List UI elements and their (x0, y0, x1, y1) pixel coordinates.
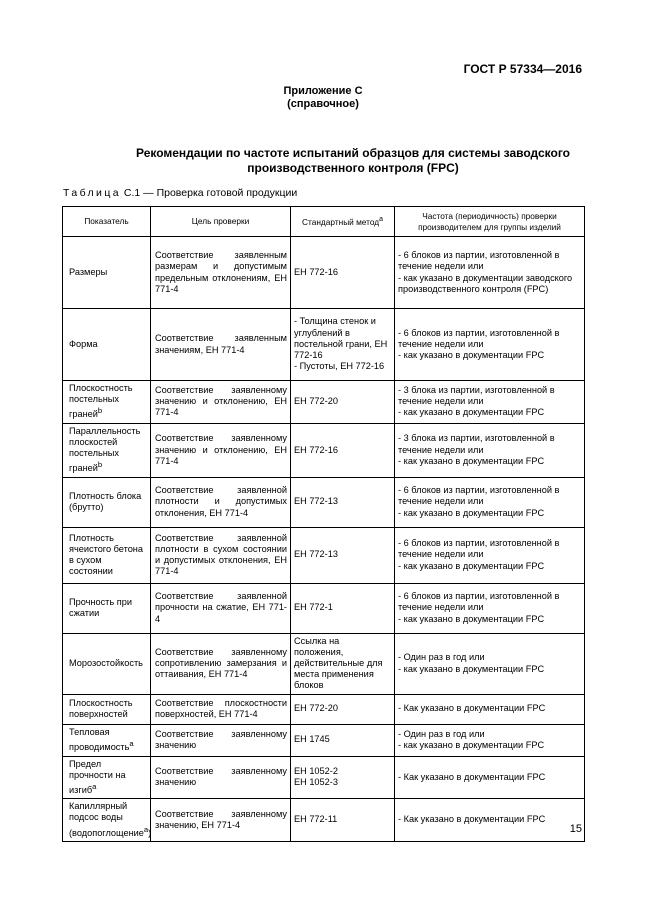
table-row (63, 694, 585, 724)
indicator-label: Плоскостность поверхностей (69, 697, 133, 720)
section-title: Рекомендации по частоте испытаний образцов для системы заводского производственного контроля (FPC) (135, 146, 571, 175)
table-row (63, 237, 585, 309)
cell-indicator (63, 381, 151, 424)
cell-purpose (151, 694, 291, 724)
cell-indicator (63, 694, 151, 724)
cell-method-text: ЕН 772-20 (294, 396, 338, 407)
cell-frequency-text: - 6 блоков из партии, изготовленной в течение недели или - как указано в документации FPC (398, 327, 560, 361)
cell-frequency (395, 756, 585, 799)
cell-method (291, 477, 395, 527)
annex-note: (справочное) (287, 98, 359, 110)
indicator-footnote-mark: b (97, 460, 103, 470)
cell-method-text: ЕН 772-20 (294, 703, 338, 714)
indicator-footnote-mark: b (97, 406, 103, 416)
cell-purpose (151, 423, 291, 477)
table-row (63, 633, 585, 694)
table-row (63, 423, 585, 477)
indicator-footnote-mark: а (143, 824, 149, 834)
cell-purpose (151, 633, 291, 694)
table-row (63, 583, 585, 633)
indicator-tail: ) (148, 827, 152, 838)
cell-frequency-text: - 3 блока из партии, изготовленной в течение недели или - как указано в документации FPC (398, 385, 555, 418)
cell-method (291, 633, 395, 694)
cell-frequency (395, 799, 585, 842)
indicator-label: Плоскостность постельных граней (69, 383, 133, 420)
cell-purpose (151, 583, 291, 633)
cell-indicator (63, 237, 151, 309)
cell-frequency (395, 694, 585, 724)
table-row (63, 527, 585, 583)
cell-frequency-text: - 6 блоков из партии, изготовленной в течение недели или - как указано в документации FPC (398, 591, 560, 624)
cell-indicator (63, 799, 151, 842)
cell-method (291, 583, 395, 633)
cell-frequency (395, 527, 585, 583)
cell-purpose-text: Соответствие заявленным размерам и допустимым предельным отклонениям, ЕН 771-4 (155, 250, 287, 294)
cell-purpose-text: Соответствие заявленному сопротивлению замерзания и оттаивания, ЕН 771-4 (155, 646, 287, 680)
cell-purpose (151, 309, 291, 381)
cell-purpose-text: Соответствие заявленному значению (155, 728, 287, 751)
cell-frequency-text: - 6 блоков из партии, изготовленной в течение недели или - как указано в документации FPC (398, 485, 560, 518)
cell-purpose (151, 799, 291, 842)
cell-purpose (151, 237, 291, 309)
table-row (63, 309, 585, 381)
cell-method (291, 309, 395, 381)
cell-frequency-text: - Один раз в год или - как указано в документации FPC (398, 652, 545, 674)
header-indicator: Показатель (63, 207, 151, 237)
cell-purpose-text: Соответствие заявленному значению, ЕН 771-4 (155, 808, 287, 831)
cell-frequency-text: - Один раз в год или - как указано в документации FPC (398, 728, 545, 751)
indicator-label: Морозостойкость (69, 657, 143, 668)
cell-method-text: - Толщина стенок и углублений в постельной грани, ЕН 772-16 - Пустоты, ЕН 772-16 (294, 316, 388, 372)
cell-method (291, 237, 395, 309)
cell-indicator (63, 423, 151, 477)
cell-purpose-text: Соответствие заявленному значению и отклонению, ЕН 771-4 (155, 433, 287, 466)
cell-frequency (395, 583, 585, 633)
annex-title: Приложение С (283, 85, 363, 97)
cell-purpose-text: Соответствие плоскостности поверхностей, ЕН 771-4 (155, 697, 287, 720)
cell-method-text: ЕН 772-11 (294, 814, 338, 825)
table-row (63, 799, 585, 842)
cell-purpose-text: Соответствие заявленным значениям, ЕН 771-4 (155, 333, 287, 355)
cell-purpose (151, 527, 291, 583)
annex-heading (0, 85, 646, 111)
table-header-row (63, 207, 585, 237)
cell-purpose (151, 477, 291, 527)
cell-indicator (63, 309, 151, 381)
cell-purpose (151, 756, 291, 799)
indicator-label: Параллельность плоскостей постельных граней (69, 425, 141, 474)
table-row (63, 381, 585, 424)
cell-frequency-text: - Как указано в документации FPC (398, 814, 546, 825)
cell-frequency (395, 724, 585, 756)
header-method-label: Стандартный метод (302, 217, 380, 228)
cell-frequency-text: - Как указано в документации FPC (398, 703, 546, 714)
cell-purpose-text: Соответствие заявленному значению и отклонению, ЕН 771-4 (155, 385, 287, 418)
cell-method (291, 527, 395, 583)
cell-method-text: ЕН 772-16 (294, 266, 338, 277)
cell-method-text: ЕН 772-16 (294, 444, 338, 455)
header-method-sup: а (379, 216, 383, 224)
cell-method (291, 799, 395, 842)
indicator-footnote-mark: а (129, 739, 134, 749)
cell-indicator (63, 527, 151, 583)
cell-frequency (395, 633, 585, 694)
cell-method-text: ЕН 772-13 (294, 549, 338, 560)
cell-method-text: ЕН 772-1 (294, 602, 333, 613)
table-row (63, 477, 585, 527)
page-number: 15 (569, 823, 582, 835)
cell-indicator (63, 633, 151, 694)
cell-method-text: ЕН 772-13 (294, 496, 338, 507)
inspection-table (62, 206, 585, 842)
indicator-label: Прочность при сжатии (69, 596, 132, 619)
table-caption-text: С.1 — Проверка готовой продукции (120, 187, 298, 199)
cell-indicator (63, 583, 151, 633)
cell-method (291, 756, 395, 799)
standard-number: ГОСТ Р 57334—2016 (463, 62, 582, 76)
cell-purpose-text: Соответствие заявленной плотности в сухом состоянии и допустимых отклонения, ЕН 771-4 (155, 532, 287, 577)
cell-frequency-text: - Как указано в документации FPC (398, 771, 546, 782)
cell-indicator (63, 477, 151, 527)
cell-purpose (151, 381, 291, 424)
indicator-label: Плотность блока (брутто) (69, 490, 142, 513)
cell-method (291, 694, 395, 724)
indicator-label: Плотность ячеистого бетона в сухом состоянии (69, 532, 143, 577)
cell-purpose-text: Соответствие заявленной плотности и допустимых отклонения, ЕН 771-4 (155, 485, 287, 518)
header-frequency: Частота (периодичность) проверки производителем для группы изделий (395, 207, 585, 237)
indicator-label: Форма (69, 338, 98, 349)
cell-purpose-text: Соответствие заявленному значению (155, 766, 287, 788)
cell-method-text: ЕН 1052-2 ЕН 1052-3 (294, 766, 338, 788)
indicator-label: Предел прочности на изгиб (69, 758, 126, 796)
cell-purpose-text: Соответствие заявленной прочности на сжатие, ЕН 771-4 (155, 591, 287, 624)
header-purpose: Цель проверки (151, 207, 291, 237)
cell-frequency (395, 381, 585, 424)
table-row (63, 756, 585, 799)
table-caption-prefix: Таблица (63, 187, 121, 199)
cell-frequency-text: - 6 блоков из партии, изготовленной в течение недели или - как указано в документации FPC (398, 538, 560, 571)
indicator-label: Размеры (69, 266, 108, 277)
cell-frequency (395, 237, 585, 309)
table-row (63, 724, 585, 756)
cell-frequency-text: - 3 блока из партии, изготовленной в течение недели или - как указано в документации FPC (398, 433, 555, 466)
cell-indicator (63, 756, 151, 799)
cell-method (291, 423, 395, 477)
cell-method (291, 381, 395, 424)
cell-method-text: Ссылка на положения, действительные для места применения блоков (294, 635, 383, 691)
cell-method-text: ЕН 1745 (294, 734, 330, 745)
cell-frequency-text: - 6 блоков из партии, изготовленной в течение недели или - как указано в документации заводского производственного контроля (FPC) (398, 250, 573, 294)
cell-purpose (151, 724, 291, 756)
cell-frequency (395, 309, 585, 381)
table-caption (63, 187, 297, 199)
indicator-footnote-mark: а (92, 781, 97, 791)
indicator-label: Капиллярный подсос воды (водопоглощение (69, 801, 144, 838)
header-method (291, 207, 395, 237)
cell-frequency (395, 477, 585, 527)
cell-frequency (395, 423, 585, 477)
cell-method (291, 724, 395, 756)
indicator-label: Тепловая проводимость (69, 726, 130, 753)
cell-indicator (63, 724, 151, 756)
